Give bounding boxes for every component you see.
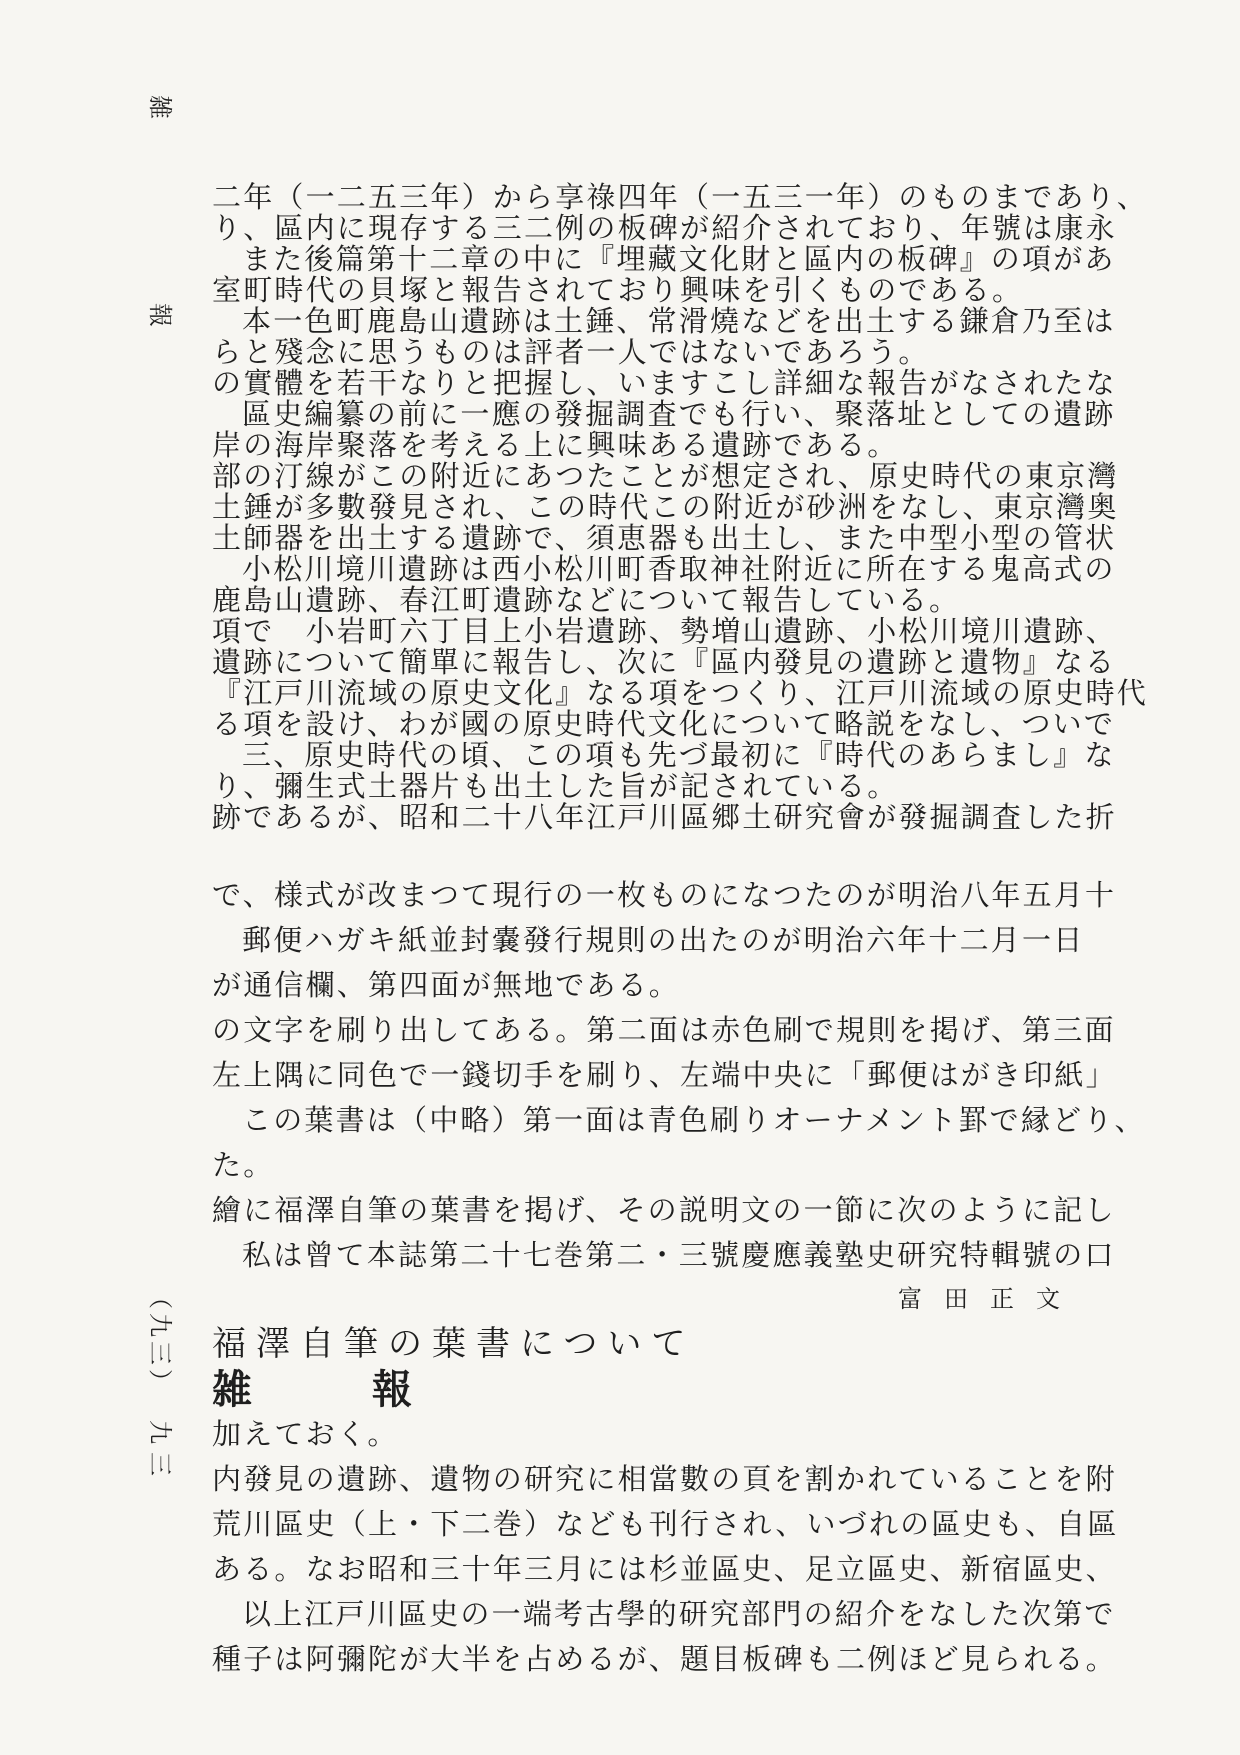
article-author: 富田正文 (898, 1285, 1082, 1314)
text-line: 遺跡について簡單に報告し、次に『區内發見の遺跡と遺物』なる (212, 645, 1117, 679)
text-line: 種子は阿彌陀が大半を占めるが、題目板碑も二例ほど見られる。 (212, 1641, 1117, 1676)
text-line: の文字を刷り出してある。第二面は赤色刷で規則を掲げ、第三面 (212, 1012, 1116, 1047)
upper-text-block (212, 180, 1149, 834)
text-line: り、彌生式土器片も出土した旨が記されている。 (212, 769, 899, 803)
text-line: 岸の海岸聚落を考える上に興味ある遺跡である。 (212, 428, 899, 462)
text-line: で、様式が改まつて現行の一枚ものになつたのが明治八年五月十 (212, 878, 1117, 912)
text-line: 室町時代の貝塚と報告されており興味を引くものである。 (212, 273, 1024, 307)
text-line: 鹿島山遺跡、春江町遺跡などについて報告している。 (212, 583, 961, 617)
section-title: 雑 報 (212, 1366, 452, 1414)
text-line: ある。なお昭和三十年三月には杉並區史、足立區史、新宿區史、 (212, 1552, 1117, 1587)
text-line: る項を設け、わが國の原史時代文化について略説をなし、ついで (212, 707, 1116, 741)
text-line: 郵便ハガキ紙並封嚢發行規則の出たのが明治六年十二月一日 (242, 922, 1085, 957)
text-line: 繪に福澤自筆の葉書を掲げ、その説明文の一節に次のように記し (212, 1192, 1116, 1227)
text-line: 左上隅に同色で一錢切手を刷り、左端中央に「郵便はがき印紙」 (212, 1057, 1117, 1092)
text-line: 加えておく。 (212, 1417, 399, 1452)
article-title: 福澤自筆の葉書について (212, 1324, 696, 1365)
text-line: 内發見の遺跡、遺物の研究に相當數の頁を割かれていることを附 (212, 1462, 1117, 1497)
text-line: 部の汀線がこの附近にあつたことが想定され、原史時代の東京灣 (212, 459, 1119, 493)
text-line: り、區内に現存する三二例の板碑が紹介されており、年號は康永 (212, 211, 1117, 245)
text-line: また後篇第十二章の中に『埋藏文化財と區内の板碑』の項があ (242, 242, 1116, 276)
page-number: 九三 (146, 1420, 174, 1484)
running-head: 雑 報 (146, 95, 174, 407)
text-line: 項で 小岩町六丁目上小岩遺跡、勢増山遺跡、小松川境川遺跡、 (212, 614, 1117, 648)
text-line: 區史編纂の前に一應の發掘調査でも行い、聚落址としての遺跡 (242, 397, 1116, 431)
text-line: 土錘が多數發見され、この時代この附近が砂洲をなし、東京灣奥 (212, 490, 1119, 524)
text-line: 以上江戸川區史の一端考古學的研究部門の紹介をなした次第で (242, 1597, 1116, 1631)
text-line: 土師器を出土する遺跡で、須恵器も出土し、また中型小型の管状 (212, 521, 1117, 555)
text-line: が通信欄、第四面が無地である。 (212, 967, 681, 1002)
text-line: 跡であるが、昭和二十八年江戸川區郷土研究會が發掘調査した折 (212, 800, 1117, 834)
text-line: 三、原史時代の頃、この項も先づ最初に『時代のあらまし』な (242, 738, 1116, 772)
text-line: 『江戸川流域の原史文化』なる項をつくり、江戸川流域の原史時代 (212, 676, 1149, 710)
text-line: 荒川區史（上・下二巻）なども刊行され、いづれの區史も、自區 (212, 1507, 1119, 1542)
text-line: この葉書は（中略）第一面は青色刷りオーナメント罫で縁どり、 (242, 1102, 1146, 1137)
text-line: 本一色町鹿島山遺跡は土錘、常滑燒などを出土する鎌倉乃至は (242, 304, 1116, 338)
text-line: 小松川境川遺跡は西小松川町香取神社附近に所在する鬼高式の (242, 552, 1116, 586)
text-line: の實體を若干なりと把握し、いますこし詳細な報告がなされたな (212, 366, 1117, 400)
lower-text-block (212, 878, 1146, 1676)
text-line: た。 (212, 1147, 275, 1182)
text-line: らと殘念に思うものは評者一人ではないであろう。 (212, 335, 930, 369)
text-line: 私は曾て本誌第二十七巻第二・三號慶應義塾史研究特輯號の口 (242, 1237, 1116, 1272)
text-line: 二年（一二五三年）から享祿四年（一五三一年）のものまであり、 (212, 180, 1149, 214)
page-number-parenthesized: （九三） (146, 1285, 174, 1397)
